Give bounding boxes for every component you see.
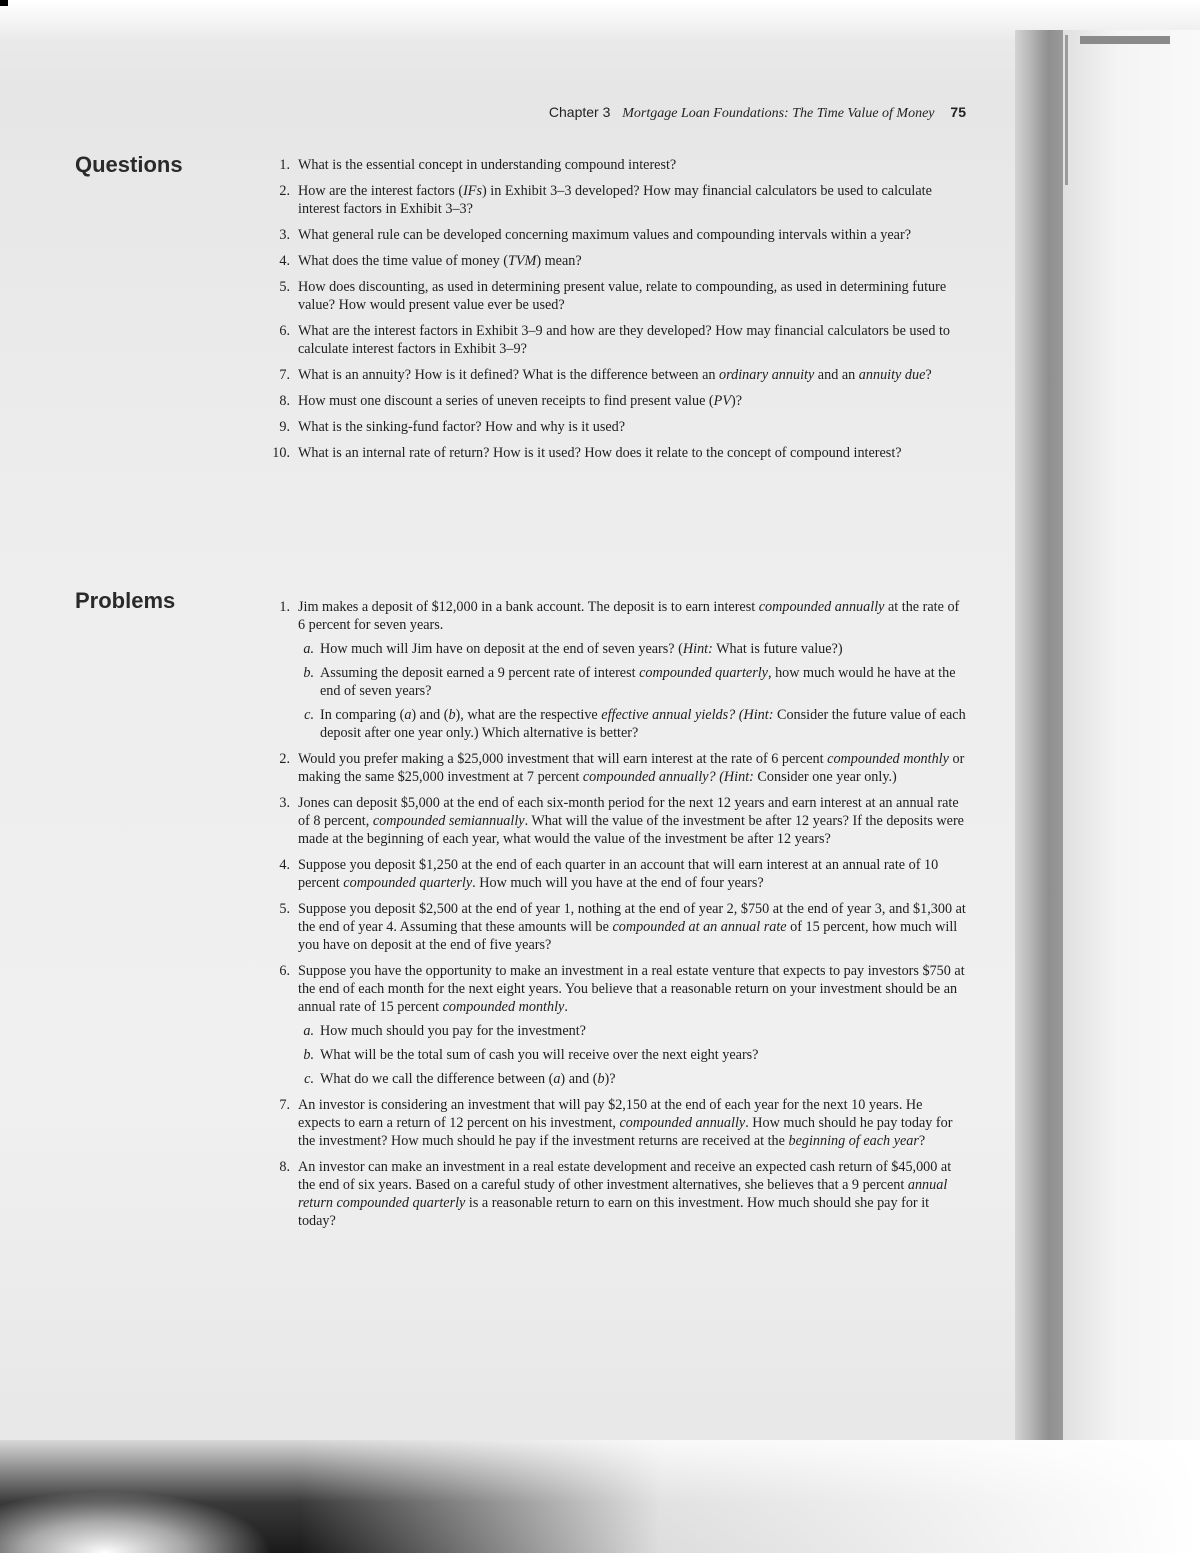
italic-text: compounded quarterly	[639, 665, 768, 681]
gutter-line	[1065, 35, 1068, 185]
running-head-subtitle: Mortgage Loan Foundations: The Time Value of Money	[622, 106, 935, 121]
question-item	[272, 444, 966, 462]
question-item	[279, 226, 966, 244]
item-number: 3.	[279, 795, 290, 811]
text-segment: . What will the value of the investment be after 12 years? If the deposits were made at the beginning of each year, what would the value of the investment be after 12 years?	[298, 813, 964, 847]
book-facing-page-edge	[1063, 30, 1200, 1450]
question-item	[279, 182, 966, 218]
sub-question-list	[298, 1022, 966, 1088]
text-segment: Consider one year only.)	[753, 769, 897, 785]
text-segment: How much should you pay for the investment?	[320, 1023, 586, 1039]
sub-question	[304, 706, 966, 742]
problem-item	[279, 598, 966, 742]
question-item	[279, 322, 966, 358]
text-segment: How does discounting, as used in determining present value, relate to compounding, as used in determining future value? How would present value ever be used?	[298, 279, 947, 313]
text-segment: Assuming the deposit earned a 9 percent rate of interest	[320, 665, 640, 681]
problem-item	[279, 962, 966, 1088]
text-segment: .	[564, 999, 568, 1015]
problems-heading: Problems	[75, 588, 176, 613]
item-number: 8.	[279, 393, 290, 409]
item-number: 7.	[279, 1097, 290, 1113]
question-item	[279, 278, 966, 314]
item-number: 5.	[279, 279, 290, 295]
italic-text: compounded monthly	[442, 999, 565, 1015]
question-item	[279, 252, 966, 270]
text-segment: ) and (	[411, 707, 449, 723]
text-segment: ) mean?	[536, 253, 582, 269]
question-item	[279, 392, 966, 410]
text-segment: What does the time value of money (	[298, 253, 508, 269]
sub-question-letter: b.	[303, 665, 314, 681]
sub-question-letter: b.	[303, 1047, 314, 1063]
question-item	[279, 156, 966, 174]
item-number: 6.	[279, 963, 290, 979]
italic-text: a	[553, 1071, 561, 1087]
text-segment: How are the interest factors (	[298, 183, 464, 199]
text-segment: In comparing (	[320, 707, 405, 723]
text-segment: at the rate of 6 percent for seven years.	[298, 599, 960, 633]
text-segment: ) in Exhibit 3–3 developed? How may financial calculators be used to calculate interest factors in Exhibit 3–3?	[298, 183, 932, 217]
sub-question-letter: a.	[303, 1023, 314, 1039]
italic-text: beginning of each year	[788, 1133, 919, 1149]
text-segment: How must one discount a series of uneven receipts to find present value (	[298, 393, 714, 409]
text-segment: An investor can make an investment in a real estate development and receive an expected cash return of $45,000 at the end of six years. Based on a careful study of other investment alternatives, she believes that a 9 percent	[298, 1159, 952, 1193]
text-segment: What are the interest factors in Exhibit 3–9 and how are they developed? How may financial calculators be used to calculate interest factors in Exhibit 3–9?	[298, 323, 950, 357]
item-number: 2.	[279, 183, 290, 199]
text-segment: ?	[918, 1133, 926, 1149]
italic-text: Hint:	[682, 641, 713, 657]
sub-question-list	[298, 640, 966, 742]
text-segment: What is future value?)	[712, 641, 843, 657]
item-number: 4.	[279, 857, 290, 873]
text-segment: Would you prefer making a $25,000 investment that will earn interest at the rate of 6 percent	[298, 751, 828, 767]
italic-text: compounded annually	[619, 1115, 746, 1131]
text-segment: )?	[731, 393, 743, 409]
problems-list	[279, 598, 966, 1238]
text-segment: of 15 percent, how much will you have on deposit at the end of five years?	[298, 919, 958, 953]
item-number: 10.	[272, 445, 290, 461]
problem-item	[279, 750, 966, 786]
running-head	[0, 104, 966, 122]
scan-corner-mark	[0, 0, 8, 6]
text-segment: or making the same $25,000 investment at 7 percent	[298, 751, 965, 785]
gutter-top-mark	[1080, 36, 1170, 44]
item-number: 8.	[279, 1159, 290, 1175]
problem-item	[279, 794, 966, 848]
item-number: 2.	[279, 751, 290, 767]
questions-heading: Questions	[75, 152, 183, 177]
text-segment: ), what are the respective	[455, 707, 602, 723]
italic-text: effective annual yields? (Hint:	[601, 707, 774, 723]
italic-text: compounded at an annual rate	[612, 919, 787, 935]
question-item	[279, 366, 966, 384]
italic-text: compounded annually? (Hint:	[582, 769, 754, 785]
sub-question-letter: c.	[304, 707, 314, 723]
problem-item	[279, 1158, 966, 1230]
sub-question	[303, 1046, 966, 1064]
text-segment: What general rule can be developed concerning maximum values and compounding intervals within a year?	[298, 227, 911, 243]
text-segment: Suppose you deposit $1,250 at the end of each quarter in an account that will earn interest at an annual rate of 10 percent	[298, 857, 939, 891]
sub-question	[304, 1070, 966, 1088]
text-segment: How much will Jim have on deposit at the end of seven years? (	[320, 641, 683, 657]
text-segment: What is the essential concept in understanding compound interest?	[298, 157, 677, 173]
text-segment: ) and (	[560, 1071, 598, 1087]
italic-text: compounded semiannually	[372, 813, 525, 829]
item-number: 4.	[279, 253, 290, 269]
item-number: 5.	[279, 901, 290, 917]
sub-question	[303, 640, 966, 658]
text-segment: What is an internal rate of return? How is it used? How does it relate to the concept of compound interest?	[298, 445, 902, 461]
italic-text: annuity due	[858, 367, 926, 383]
text-segment: . How much will you have at the end of four years?	[472, 875, 764, 891]
text-segment: Consider the future value of each deposit after one year only.) Which alternative is better?	[320, 707, 966, 741]
problem-item	[279, 900, 966, 954]
text-segment: )?	[604, 1071, 616, 1087]
text-segment: An investor is considering an investment that will pay $2,150 at the end of each year for the next 10 years. He expects to earn a return of 12 percent on his investment,	[298, 1097, 923, 1131]
sub-question-letter: c.	[304, 1071, 314, 1087]
italic-text: PV	[713, 393, 732, 409]
italic-text: a	[404, 707, 412, 723]
sub-question-letter: a.	[303, 641, 314, 657]
sub-question	[303, 1022, 966, 1040]
text-segment: Jones can deposit $5,000 at the end of each six-month period for the next 12 years and earn interest at an annual rate of 8 percent,	[298, 795, 959, 829]
item-number: 9.	[279, 419, 290, 435]
problem-item	[279, 856, 966, 892]
text-segment: Suppose you deposit $2,500 at the end of year 1, nothing at the end of year 2, $750 at the end of year 3, and $1,300 at the end of year 4. Assuming that these amounts will be	[298, 901, 966, 935]
italic-text: b	[448, 707, 456, 723]
scan-bottom-fade	[300, 1440, 1200, 1553]
italic-text: compounded annually	[758, 599, 885, 615]
text-segment: What do we call the difference between (	[320, 1071, 554, 1087]
text-segment: and an	[814, 367, 859, 383]
text-segment: Jim makes a deposit of $12,000 in a bank account. The deposit is to earn interest	[298, 599, 759, 615]
text-segment: Suppose you have the opportunity to make an investment in a real estate venture that expects to pay investors $750 at the end of each month for the next eight years. You believe that a reasonable return on your investment should be an annual rate of 15 percent	[298, 963, 965, 1015]
italic-text: compounded monthly	[827, 751, 949, 767]
text-segment: What is the sinking-fund factor? How and why is it used?	[298, 419, 626, 435]
text-segment: . How much should he pay today for the investment? How much should he pay if the investment returns are received at the	[298, 1115, 953, 1149]
text-segment: What is an annuity? How is it defined? What is the difference between an	[298, 367, 720, 383]
italic-text: TVM	[508, 253, 537, 269]
sub-question	[303, 664, 966, 700]
item-number: 1.	[279, 599, 290, 615]
problem-item	[279, 1096, 966, 1150]
italic-text: compounded quarterly	[343, 875, 473, 891]
questions-list	[272, 156, 966, 470]
page-number: 75	[950, 104, 966, 120]
item-number: 6.	[279, 323, 290, 339]
italic-text: annual return compounded quarterly	[298, 1177, 948, 1211]
text-segment: What will be the total sum of cash you will receive over the next eight years?	[320, 1047, 759, 1063]
item-number: 3.	[279, 227, 290, 243]
italic-text: ordinary annuity	[719, 367, 815, 383]
question-item	[279, 418, 966, 436]
page-curl	[0, 1480, 300, 1553]
italic-text: IFs	[463, 183, 482, 199]
text-segment: , how much would he have at the end of seven years?	[320, 665, 956, 699]
italic-text: b	[597, 1071, 605, 1087]
text-segment: ?	[925, 367, 932, 383]
running-head-chapter: Chapter 3	[548, 104, 611, 120]
book-gutter-shadow	[1015, 30, 1063, 1445]
text-segment: is a reasonable return to earn on this investment. How much should she pay for it today?	[298, 1195, 930, 1229]
item-number: 1.	[279, 157, 290, 173]
item-number: 7.	[279, 367, 290, 383]
